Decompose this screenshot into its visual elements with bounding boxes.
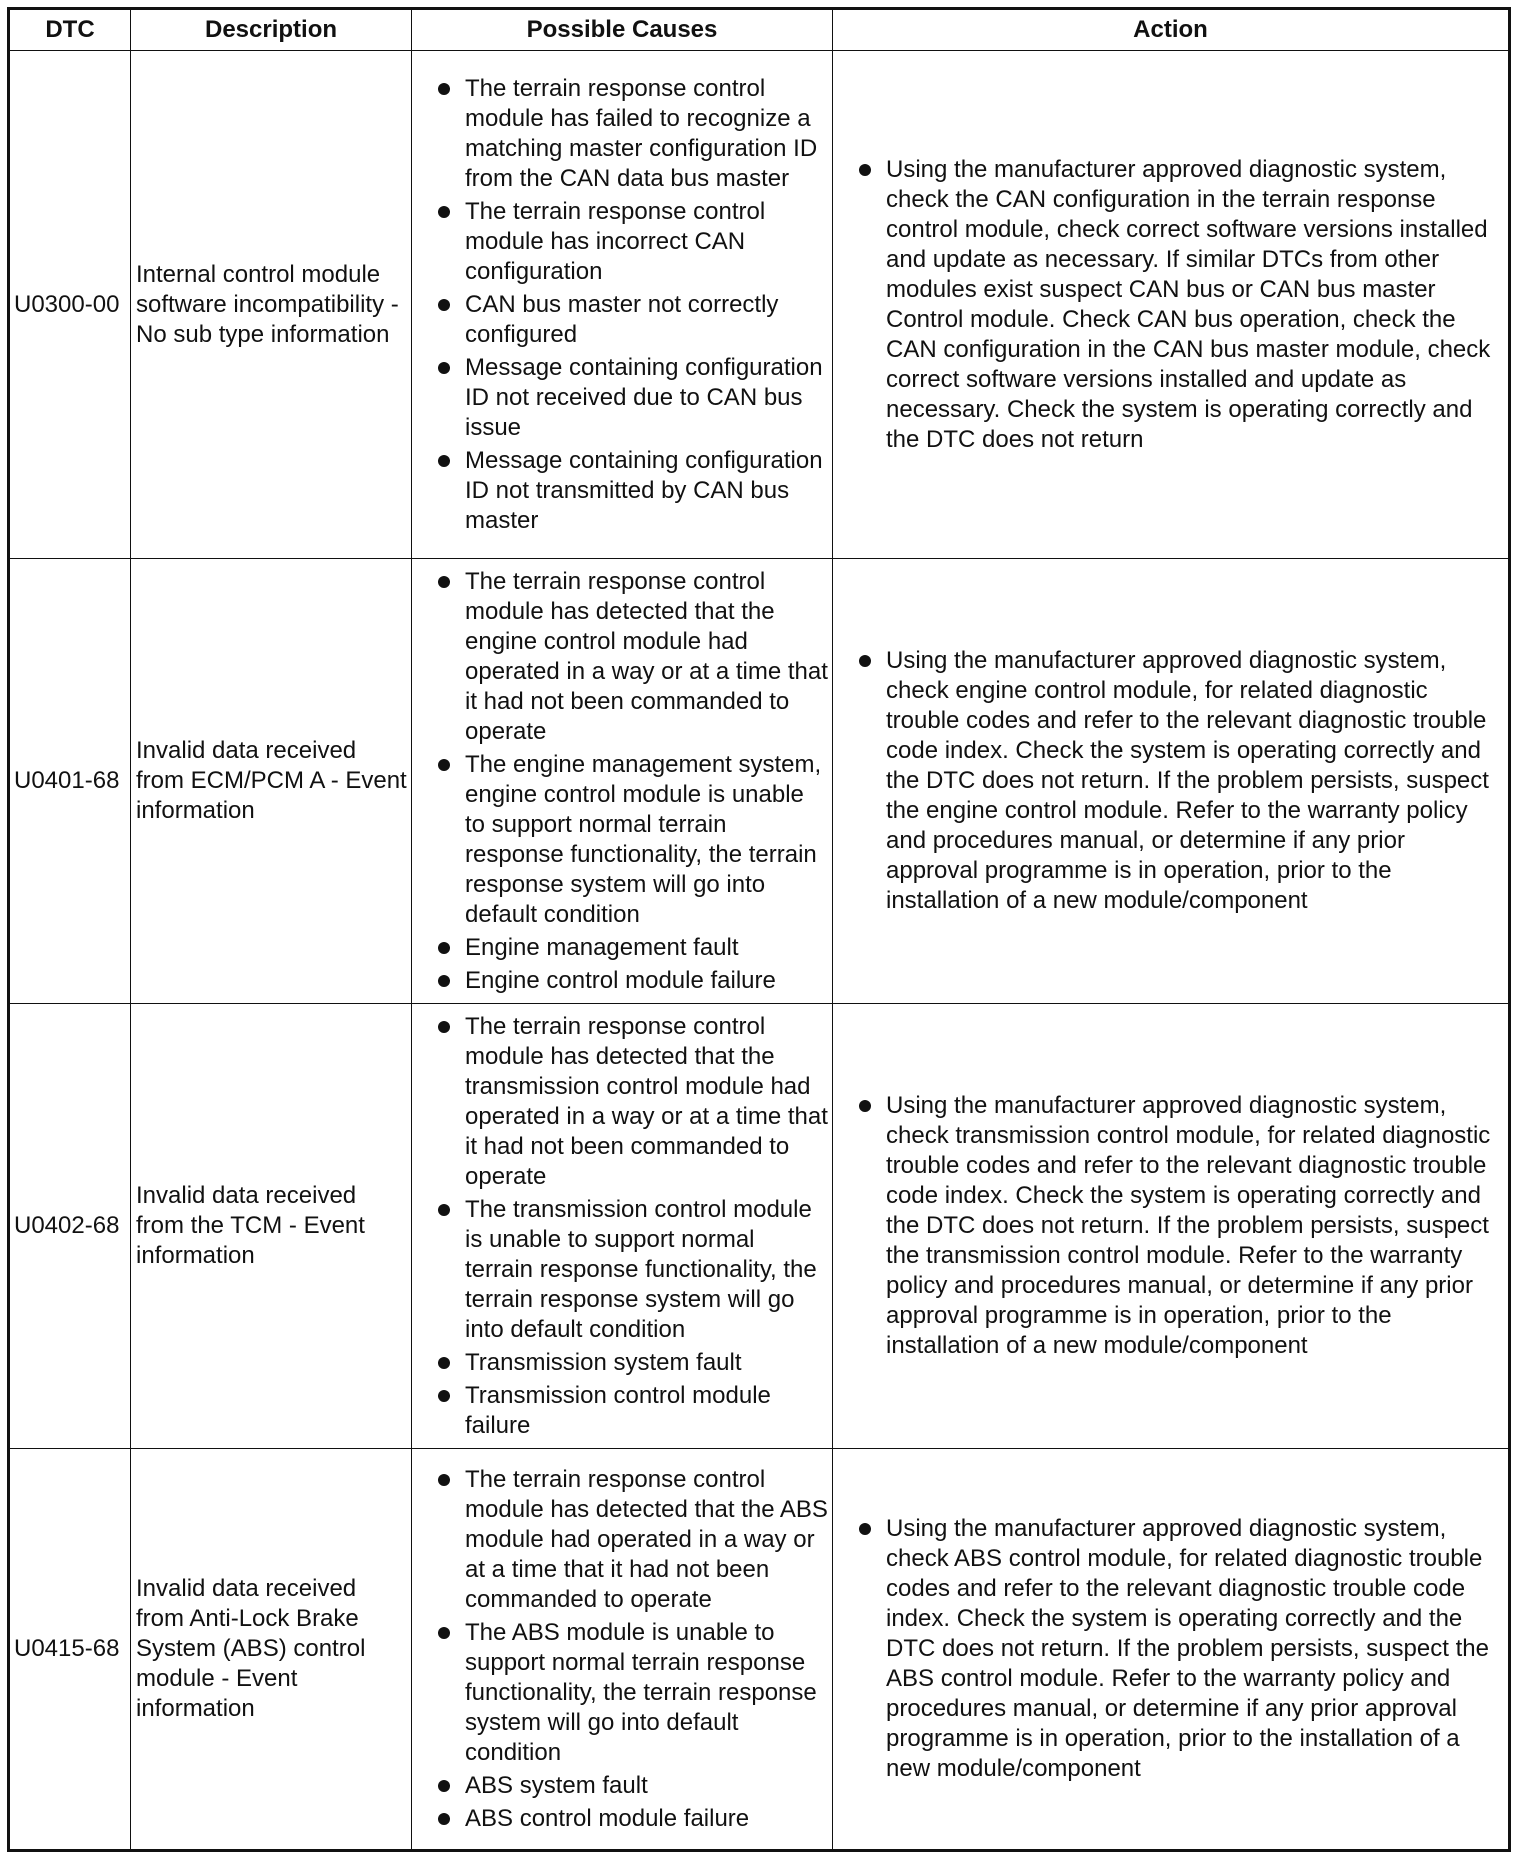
cause-item: Transmission system fault (432, 1348, 828, 1378)
causes-list (432, 74, 828, 536)
table-header-row (9, 9, 1510, 51)
cause-item: Transmission control module failure (432, 1381, 828, 1441)
dtc-action (833, 51, 1510, 559)
cause-item: CAN bus master not correctly configured (432, 290, 828, 350)
cause-item: Message containing configuration ID not received due to CAN bus issue (432, 353, 828, 443)
header-dtc: DTC (9, 9, 131, 51)
cause-item: Engine management fault (432, 933, 828, 963)
header-action: Action (833, 9, 1510, 51)
cause-item: The transmission control module is unable to support normal terrain response functionality, the terrain response system will go into default condition (432, 1195, 828, 1345)
dtc-table-sheet (7, 7, 1511, 1832)
cause-item: The engine management system, engine control module is unable to support normal terrain response functionality, the terrain response system will go into default condition (432, 750, 828, 930)
cause-item: The terrain response control module has detected that the transmission control module had operated in a way or at a time that it had not been commanded to operate (432, 1012, 828, 1192)
dtc-code: U0415-68 (9, 1449, 131, 1851)
table-row (9, 1449, 1510, 1851)
action-item: Using the manufacturer approved diagnostic system, check ABS control module, for related diagnostic trouble codes and refer to the relevant diagnostic trouble code index. Check the system is operating correctly and the DTC does not return. If the problem persists, suspect the ABS control module. Refer to the warranty policy and procedures manual, or determine if any prior approval programme is in operation, prior to the installation of a new module/component (853, 1514, 1502, 1784)
header-possible-causes: Possible Causes (412, 9, 833, 51)
possible-causes (412, 1449, 833, 1851)
causes-list (432, 567, 828, 996)
action-list (853, 1091, 1502, 1361)
causes-list (432, 1465, 828, 1834)
causes-list (432, 1012, 828, 1441)
dtc-code: U0300-00 (9, 51, 131, 559)
cause-item: The terrain response control module has failed to recognize a matching master configuration ID from the CAN data bus master (432, 74, 828, 194)
possible-causes (412, 559, 833, 1004)
action-list (853, 1514, 1502, 1784)
dtc-description: Invalid data received from ECM/PCM A - Event information (131, 559, 412, 1004)
dtc-action (833, 1004, 1510, 1449)
cause-item: ABS system fault (432, 1771, 828, 1801)
dtc-code: U0402-68 (9, 1004, 131, 1449)
action-item: Using the manufacturer approved diagnostic system, check transmission control module, for related diagnostic trouble codes and refer to the relevant diagnostic trouble code index. Check the system is operating correctly and the DTC does not return. If the problem persists, suspect the transmission control module. Refer to the warranty policy and procedures manual, or determine if any prior approval programme is in operation, prior to the installation of a new module/component (853, 1091, 1502, 1361)
action-list (853, 646, 1502, 916)
action-list (853, 155, 1502, 455)
header-description: Description (131, 9, 412, 51)
cause-item: The ABS module is unable to support normal terrain response functionality, the terrain response system will go into default condition (432, 1618, 828, 1768)
dtc-table (7, 7, 1511, 1852)
dtc-code: U0401-68 (9, 559, 131, 1004)
dtc-action (833, 559, 1510, 1004)
possible-causes (412, 1004, 833, 1449)
dtc-action (833, 1449, 1510, 1851)
cause-item: Engine control module failure (432, 966, 828, 996)
table-row (9, 51, 1510, 559)
action-item: Using the manufacturer approved diagnostic system, check engine control module, for related diagnostic trouble codes and refer to the relevant diagnostic trouble code index. Check the system is operating correctly and the DTC does not return. If the problem persists, suspect the engine control module. Refer to the warranty policy and procedures manual, or determine if any prior approval programme is in operation, prior to the installation of a new module/component (853, 646, 1502, 916)
dtc-description: Invalid data received from the TCM - Event information (131, 1004, 412, 1449)
cause-item: The terrain response control module has detected that the engine control module had operated in a way or at a time that it had not been commanded to operate (432, 567, 828, 747)
cause-item: Message containing configuration ID not transmitted by CAN bus master (432, 446, 828, 536)
dtc-description: Internal control module software incompatibility - No sub type information (131, 51, 412, 559)
action-item: Using the manufacturer approved diagnostic system, check the CAN configuration in the terrain response control module, check correct software versions installed and update as necessary. If similar DTCs from other modules exist suspect CAN bus or CAN bus master Control module. Check CAN bus operation, check the CAN configuration in the CAN bus master module, check correct software versions installed and update as necessary. Check the system is operating correctly and the DTC does not return (853, 155, 1502, 455)
cause-item: The terrain response control module has incorrect CAN configuration (432, 197, 828, 287)
cause-item: ABS control module failure (432, 1804, 828, 1834)
table-row (9, 559, 1510, 1004)
table-row (9, 1004, 1510, 1449)
cause-item: The terrain response control module has detected that the ABS module had operated in a way or at a time that it had not been commanded to operate (432, 1465, 828, 1615)
possible-causes (412, 51, 833, 559)
dtc-description: Invalid data received from Anti-Lock Brake System (ABS) control module - Event information (131, 1449, 412, 1851)
